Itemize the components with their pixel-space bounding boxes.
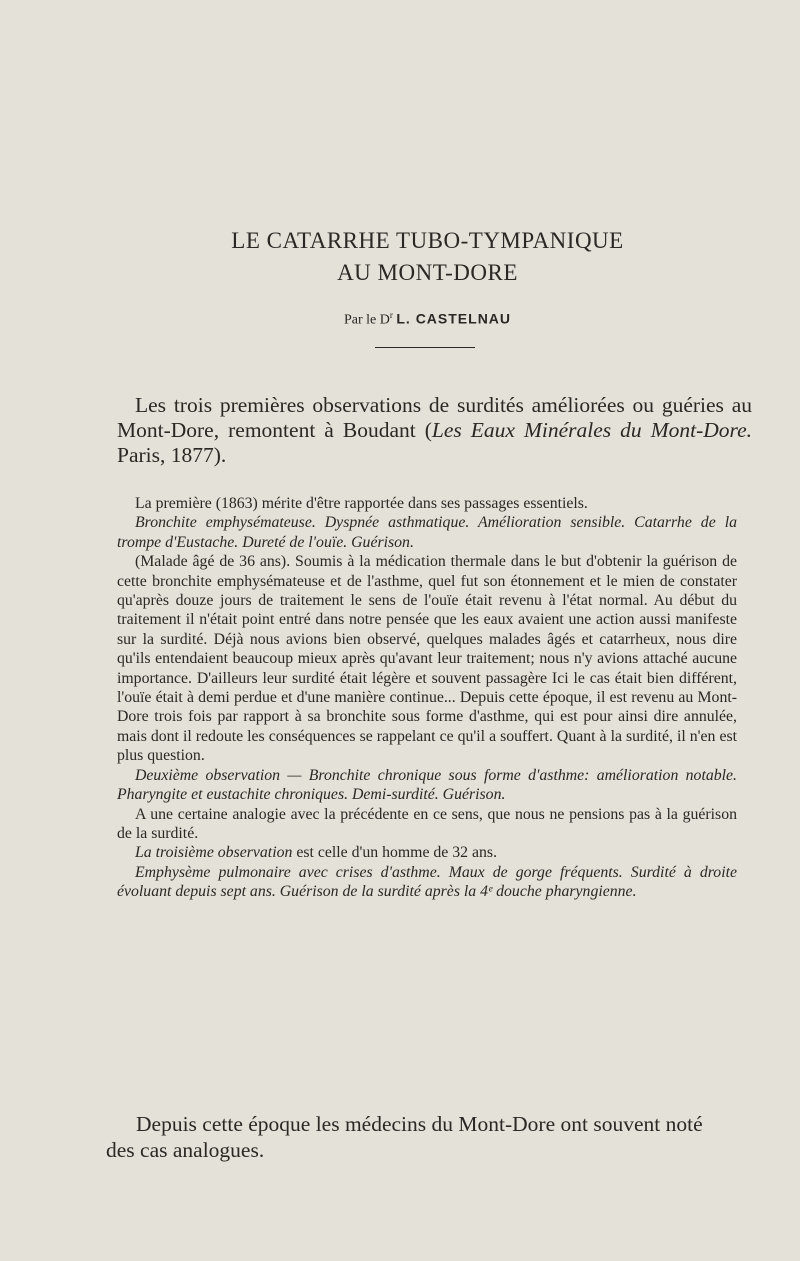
observation-3-intro [117, 843, 737, 862]
observation-3-title: Emphysème pulmonaire avec crises d'asthme. Maux de gorge fréquents. Surdité à droite évoluant depuis sept ans. Guérison de la surdité après la 4ᵉ douche pharyngienne. [117, 863, 737, 901]
title-line-1: LE CATARRHE TUBO-TYMPANIQUE [231, 228, 624, 253]
closing-paragraph [106, 1111, 731, 1163]
author-name: L. CASTELNAU [396, 310, 512, 327]
author-prefix: Par le D [343, 312, 390, 328]
author-prefix-sup: r [389, 310, 393, 320]
paragraph-first-observation: La première (1863) mérite d'être rapportée dans ses passages essentiels. [135, 495, 588, 512]
observation-3-text: est celle d'un homme de 32 ans. [292, 844, 498, 862]
intro-paragraph [117, 393, 752, 468]
observation-1-text: (Malade âgé de 36 ans). Soumis à la médication thermale dans le but d'obtenir la guérison de cette bronchite emphysémateuse et de l'asthme, quel fut son étonnement et le mien de constater qu'après douze jours de traitement le sens de l'ouïe était revenu à l'état normal. Au début du traitement il n'était point entré dans notre pensée que les eaux avaient une action aussi manifeste sur la surdité. Déjà nous avions bien observé, quelques malades âgés et catarrheux, nous dire qu'ils entendaient beaucoup mieux après qu'avant leur traitement; nous n'y avions attaché aucune importance. D'ailleurs leur surdité était légère et souvent passagère Ici le cas était bien différent, l'ouïe était à demi perdue et d'une manière continue... Depuis cette époque, il est revenu au Mont-Dore trois fois par rapport à sa bronchite sous forme d'asthme, qui est pour ainsi dire annulée, mais dont il redoute les conséquences se rappelant ce qu'il a souffert. Quant à la surdité, il n'en est plus question. [117, 553, 737, 765]
observation-2-title: Deuxième observation — Bronchite chronique sous forme d'asthme: amélioration notable. Pharyngite et eustachite chroniques. Demi-surdité. Guérison. [117, 766, 737, 804]
intro-text-a: Les trois premières observations de surdités améliorées ou guéries au Mont-Dore, remontent à Boudant ( [117, 393, 752, 442]
observation-1-title: Bronchite emphysémateuse. Dyspnée asthmatique. Amélioration sensible. Catarrhe de la trompe d'Eustache. Dureté de l'ouïe. Guérison. [117, 514, 737, 551]
intro-book-title: Les Eaux Minérales du Mont-Dore. [431, 418, 753, 442]
author-byline [0, 310, 800, 329]
closing-text: Depuis cette époque les médecins du Mont-Dore ont souvent noté des cas analogues. [106, 1112, 703, 1162]
intro-text-c: Paris, 1877). [117, 443, 227, 467]
title-line-2: AU MONT-DORE [337, 260, 518, 285]
observation-3-lead: La troisième observation [135, 844, 293, 862]
article-title [0, 225, 800, 289]
title-divider [375, 347, 475, 348]
body-text [117, 494, 737, 902]
observation-2-text: A une certaine analogie avec la précédente en ce sens, que nous ne pensions pas à la guérison de la surdité. [117, 805, 737, 842]
